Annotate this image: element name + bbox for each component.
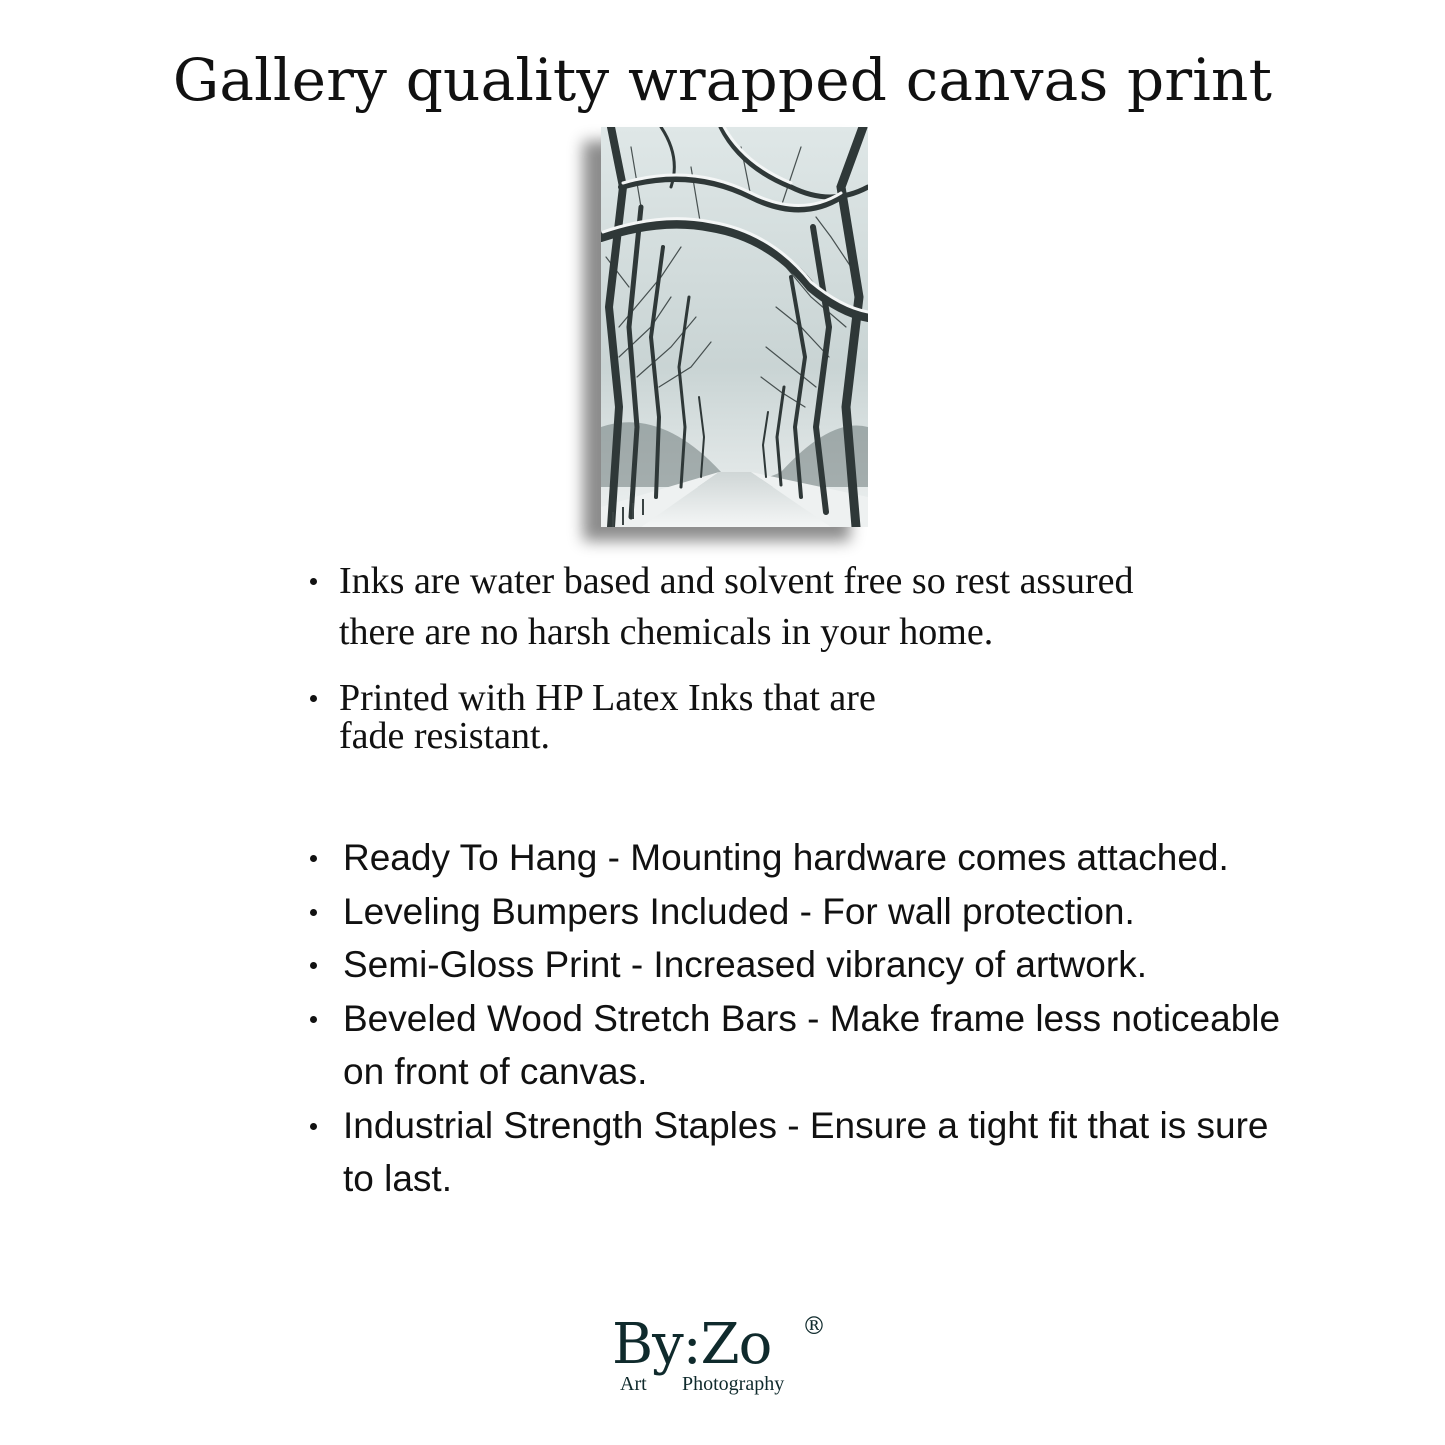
- list-item: Ready To Hang - Mounting hardware comes attached.: [306, 831, 1296, 885]
- list-item: Leveling Bumpers Included - For wall protection.: [306, 885, 1296, 939]
- logo-wordmark: By:Zo: [612, 1312, 772, 1377]
- registered-mark: ®: [802, 1312, 826, 1340]
- winter-road-photo: [601, 127, 868, 527]
- list-item-line: fade resistant.: [339, 715, 551, 757]
- canvas-print-image: [601, 127, 868, 527]
- list-item-line: Printed with HP Latex Inks that are: [339, 677, 876, 719]
- list-item: Inks are water based and solvent free so rest assured there are no harsh chemicals in your home.: [306, 556, 1206, 658]
- page-title: Gallery quality wrapped canvas print: [172, 46, 1273, 114]
- brand-logo: [612, 1310, 852, 1400]
- logo-subtitle-art: Art: [620, 1373, 647, 1395]
- features-serif-list: [306, 556, 1206, 755]
- list-item: Industrial Strength Staples - Ensure a tight fit that is sure to last.: [306, 1099, 1296, 1206]
- list-item: Beveled Wood Stretch Bars - Make frame less noticeable on front of canvas.: [306, 992, 1296, 1099]
- logo-subtitle-photography: Photography: [682, 1373, 785, 1395]
- list-item: Semi-Gloss Print - Increased vibrancy of artwork.: [306, 938, 1296, 992]
- features-sans-list: [306, 831, 1296, 1206]
- list-item: [306, 679, 1206, 755]
